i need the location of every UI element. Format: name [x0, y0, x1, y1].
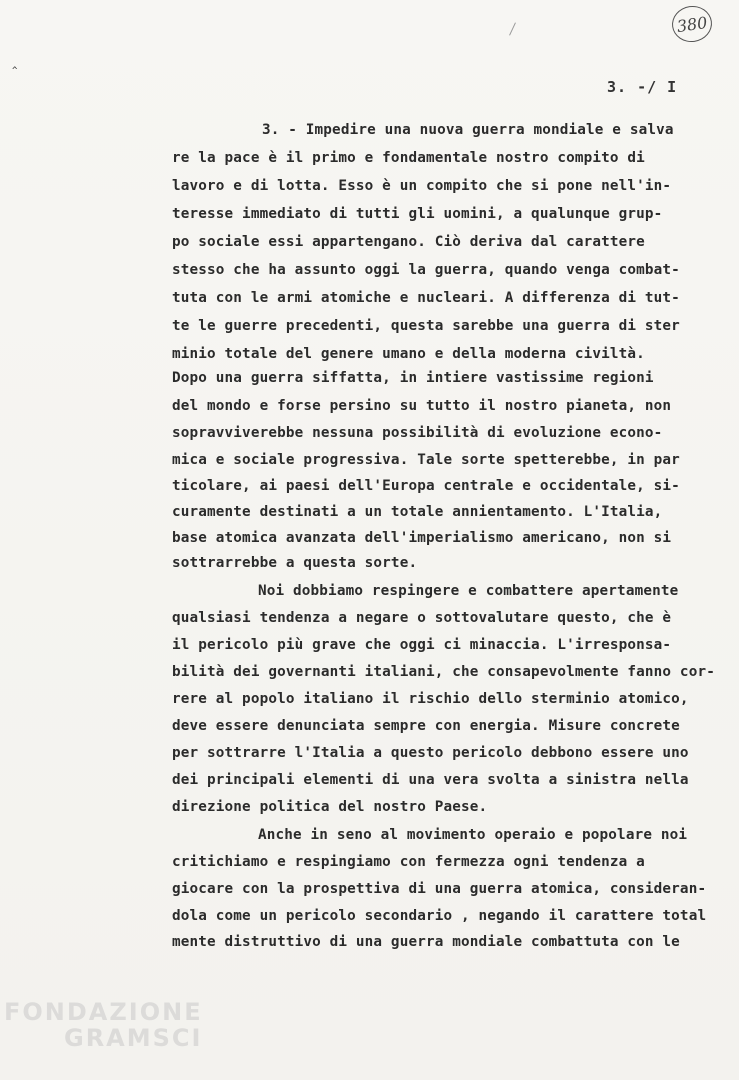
text-line: sopravviverebbe nessuna possibilità di evoluzione econo- [172, 425, 663, 441]
archive-stamp: 380 [670, 3, 715, 44]
text-line: mica e sociale progressiva. Tale sorte spetterebbe, in par [172, 452, 680, 468]
margin-tick-mark: ^ [12, 66, 18, 76]
text-line: Dopo una guerra siffatta, in intiere vastissime regioni [172, 370, 654, 386]
text-line: minio totale del genere umano e della moderna civiltà. [172, 346, 645, 362]
text-line: deve essere denunciata sempre con energia. Misure concrete [172, 718, 680, 734]
text-line: Noi dobbiamo respingere e combattere apertamente [258, 583, 679, 599]
text-line: te le guerre precedenti, questa sarebbe una guerra di ster [172, 318, 680, 334]
text-line: base atomica avanzata dell'imperialismo americano, non si [172, 530, 672, 546]
text-line: 3. - Impedire una nuova guerra mondiale e salva [262, 122, 674, 138]
archive-watermark [4, 1000, 203, 1050]
text-line: qualsiasi tendenza a negare o sottovalutare questo, che è [172, 610, 672, 626]
text-line: Anche in seno al movimento operaio e popolare noi [258, 827, 688, 843]
text-line: dei principali elementi di una vera svolta a sinistra nella [172, 772, 689, 788]
text-line: rere al popolo italiano il rischio dello sterminio atomico, [172, 691, 689, 707]
text-line: tuta con le armi atomiche e nucleari. A differenza di tut- [172, 290, 680, 306]
page-number: 3. -/ I [607, 78, 678, 96]
text-line: dola come un pericolo secondario , negando il carattere total [172, 908, 707, 924]
watermark-line-1: FONDAZIONE [4, 998, 203, 1026]
text-line: lavoro e di lotta. Esso è un compito che si pone nell'in- [172, 178, 672, 194]
text-line: ticolare, ai paesi dell'Europa centrale e occidentale, si- [172, 478, 680, 494]
text-line: il pericolo più grave che oggi ci minaccia. L'irresponsa- [172, 637, 672, 653]
text-line: teresse immediato di tutti gli uomini, a qualunque grup- [172, 206, 663, 222]
text-line: bilità dei governanti italiani, che consapevolmente fanno cor- [172, 664, 715, 680]
text-line: direzione politica del nostro Paese. [172, 799, 488, 815]
text-line: del mondo e forse persino su tutto il nostro pianeta, non [172, 398, 672, 414]
text-line: sottrarrebbe a questa sorte. [172, 555, 418, 571]
text-line: po sociale essi appartengano. Ciò deriva dal carattere [172, 234, 645, 250]
text-line: stesso che ha assunto oggi la guerra, quando venga combat- [172, 262, 680, 278]
text-line: re la pace è il primo e fondamentale nostro compito di [172, 150, 645, 166]
text-line: curamente destinati a un totale annientamento. L'Italia, [172, 504, 663, 520]
text-line: critichiamo e respingiamo con fermezza ogni tendenza a [172, 854, 645, 870]
watermark-line-2: GRAMSCI [64, 1024, 203, 1052]
text-line: mente distruttivo di una guerra mondiale combattuta con le [172, 934, 680, 950]
text-line: per sottrarre l'Italia a questo pericolo debbono essere uno [172, 745, 689, 761]
text-line: giocare con la prospettiva di una guerra atomica, consideran- [172, 881, 707, 897]
